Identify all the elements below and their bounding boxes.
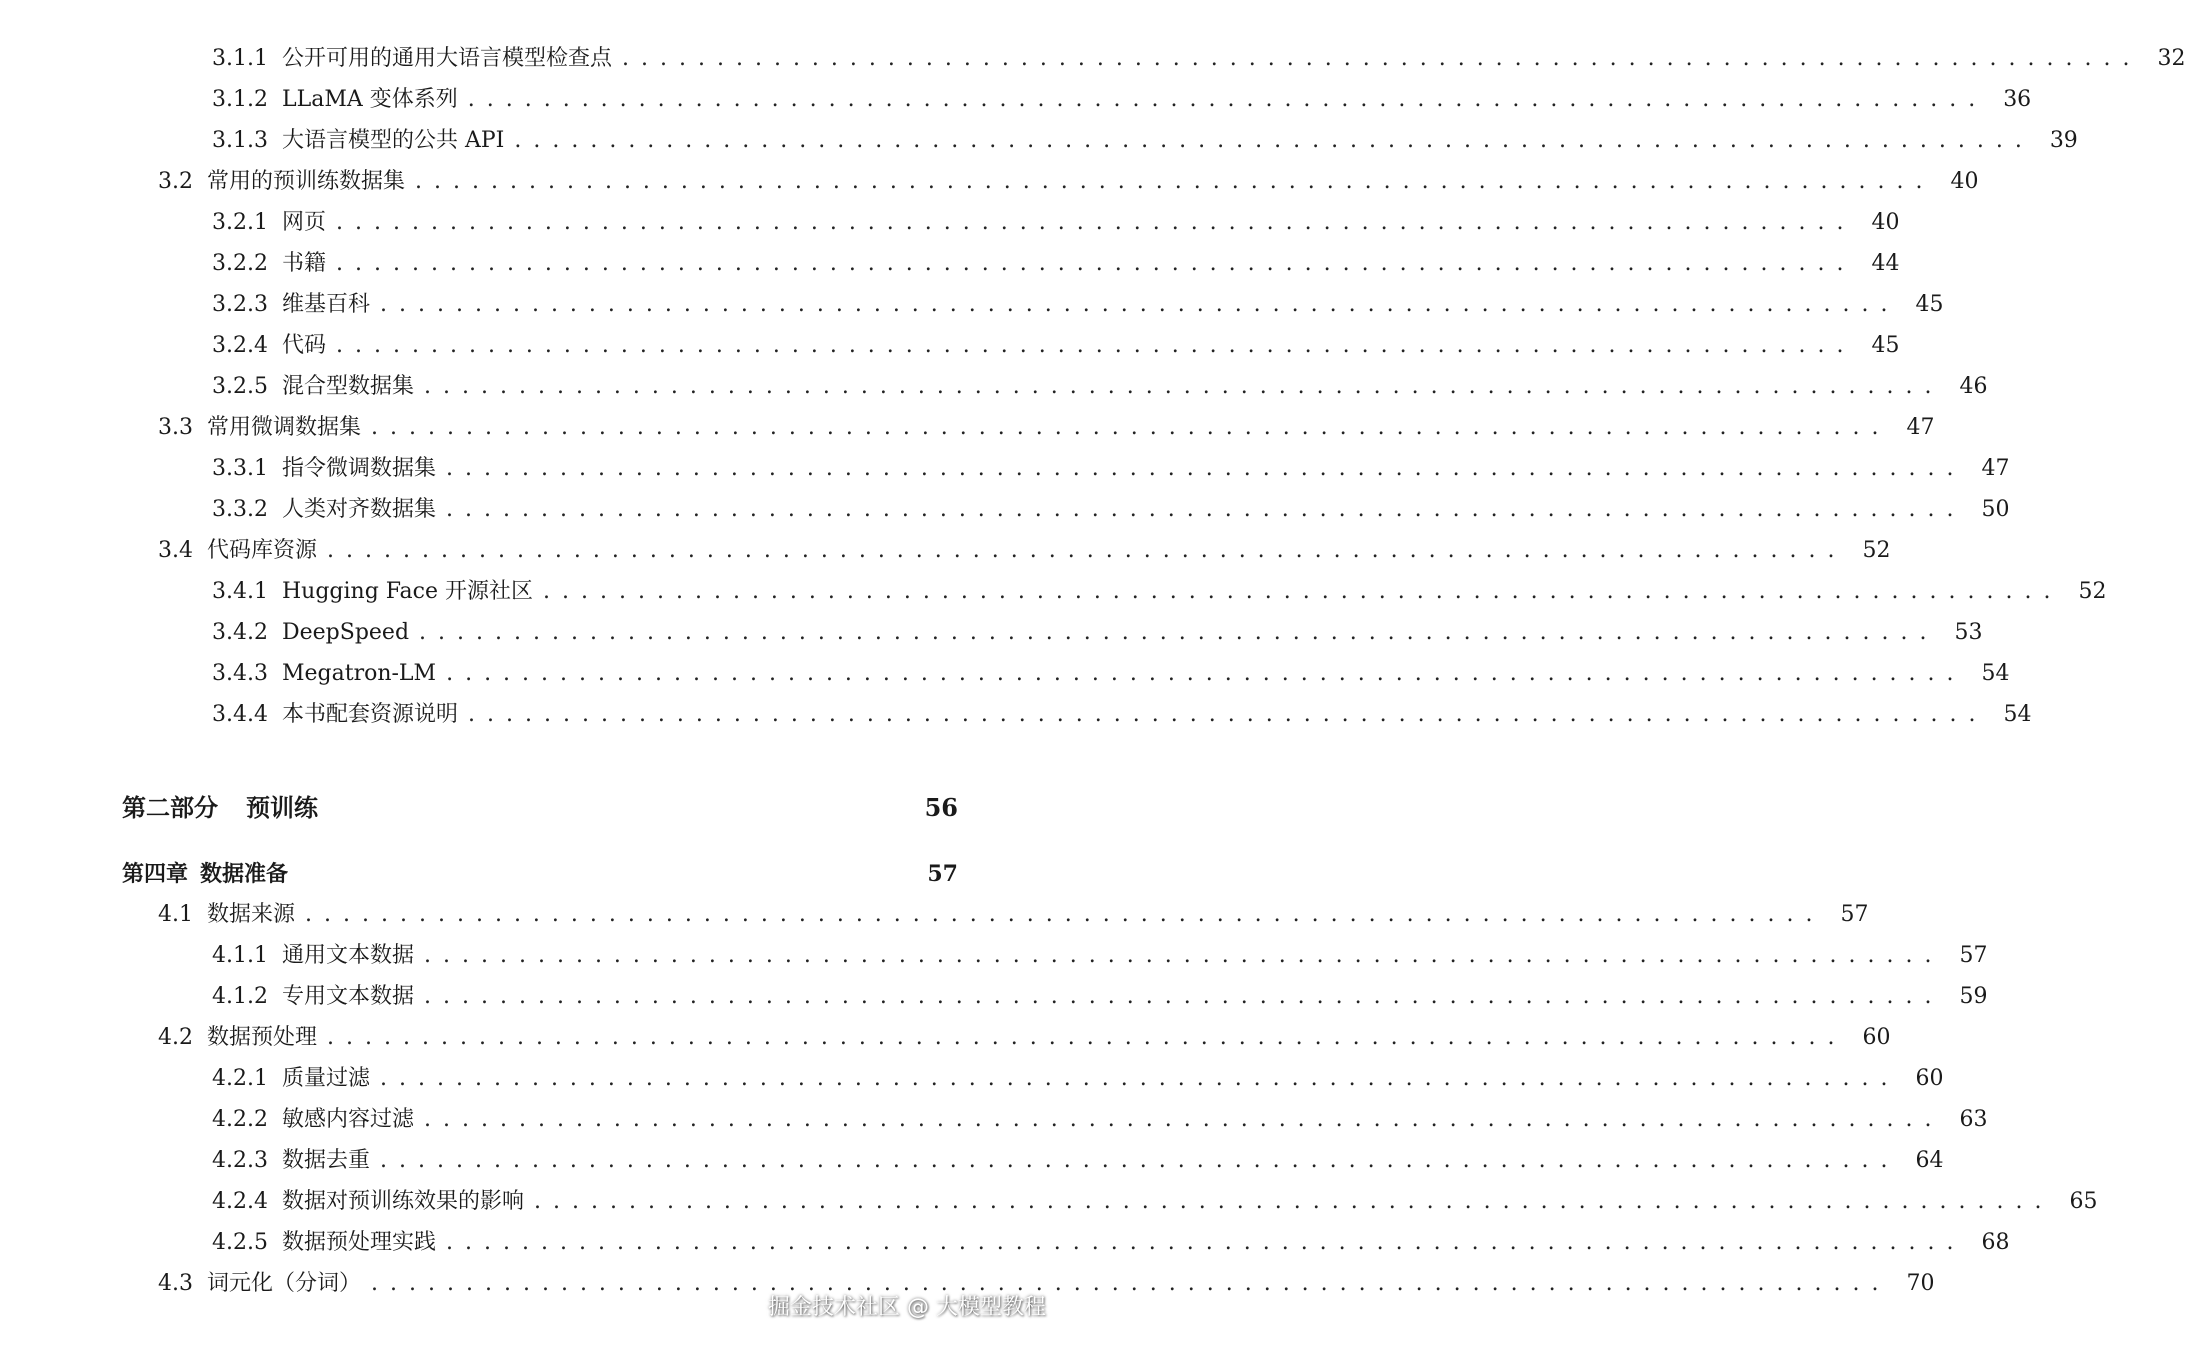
toc-dot-leader: ................................................................................	[446, 661, 1966, 686]
toc-entry-title: 数据预处理	[207, 1025, 318, 1050]
toc-entry-page: 54	[2003, 702, 2032, 727]
toc-entry-page: 46	[1959, 374, 1988, 399]
toc-entry-title: 网页	[281, 210, 326, 235]
toc-entry-number: 3.4.1	[212, 579, 268, 604]
toc-entry-page: 60	[1915, 1066, 1944, 1091]
toc-entry-number: 4.2.1	[212, 1066, 268, 1091]
toc-dot-leader: ................................................................................	[514, 128, 2034, 153]
toc-entry-title: 词元化（分词）	[207, 1271, 362, 1296]
toc-dot-leader: ................................................................................	[424, 984, 1944, 1009]
toc-entry[interactable]	[212, 697, 2032, 733]
toc-entry-title: 敏感内容过滤	[281, 1107, 414, 1132]
toc-entry[interactable]	[212, 979, 1988, 1015]
toc-entry[interactable]	[212, 451, 2010, 487]
toc-entry-page: 50	[1981, 497, 2010, 522]
toc-entry[interactable]	[212, 1143, 1944, 1179]
toc-entry-page: 39	[2049, 128, 2078, 153]
toc-entry-title: LLaMA 变体系列	[281, 87, 458, 112]
toc-dot-leader: ................................................................................	[327, 1025, 1847, 1050]
toc-entry[interactable]	[158, 897, 1869, 933]
toc-entry-title: 大语言模型的公共 API	[281, 128, 505, 153]
toc-entry-number: 3.2.4	[212, 333, 268, 358]
toc-entry-page: 64	[1915, 1148, 1944, 1173]
toc-dot-leader: ................................................................................	[327, 538, 1847, 563]
toc-entry-number: 4.2.4	[212, 1189, 268, 1214]
toc-entry-title: 数据对预训练效果的影响	[281, 1189, 524, 1214]
toc-entry-title: 维基百科	[281, 292, 370, 317]
toc-entry-title: 人类对齐数据集	[281, 497, 436, 522]
toc-entry-page: 57	[1840, 902, 1869, 927]
toc-entry-page: 45	[1871, 333, 1900, 358]
toc-entry[interactable]	[212, 492, 2010, 528]
toc-entry-title: 通用文本数据	[281, 943, 414, 968]
toc-entry-page: 57	[927, 861, 958, 887]
toc-entry-number: 4.1.1	[212, 943, 268, 968]
toc-entry-title: 代码库资源	[207, 538, 318, 563]
toc-entry-number: 3.2.2	[212, 251, 268, 276]
toc-entry[interactable]	[212, 82, 2032, 118]
toc-entry-title: 数据来源	[207, 902, 296, 927]
toc-entry-number: 3.2	[158, 169, 193, 194]
toc-entry[interactable]	[212, 205, 1900, 241]
toc-entry-title: 公开可用的通用大语言模型检查点	[281, 46, 612, 71]
toc-entry[interactable]	[212, 656, 2010, 692]
toc-entry-title: 指令微调数据集	[281, 456, 436, 481]
toc-dot-leader: ................................................................................	[446, 1230, 1966, 1255]
toc-entry-page: 47	[1981, 456, 2010, 481]
toc-entry[interactable]	[122, 790, 958, 826]
toc-dot-leader: ................................................................................	[543, 579, 2063, 604]
toc-entry-title: 数据预处理实践	[281, 1230, 436, 1255]
toc-entry-page: 68	[1981, 1230, 2010, 1255]
toc-dot-leader: ................................................................................	[424, 374, 1944, 399]
toc-dot-leader: ................................................................................	[305, 902, 1825, 927]
toc-entry-title: 常用微调数据集	[207, 415, 362, 440]
toc-entry[interactable]	[158, 533, 1891, 569]
toc-entry[interactable]	[212, 1225, 2010, 1261]
toc-entry-title: DeepSpeed	[281, 620, 410, 645]
toc-entry[interactable]	[212, 938, 1988, 974]
toc-entry-number: 3.3	[158, 415, 193, 440]
toc-entry-page: 65	[2069, 1189, 2098, 1214]
toc-entry-page: 47	[1906, 415, 1935, 440]
toc-entry-number: 3.4	[158, 538, 193, 563]
toc-entry[interactable]	[212, 287, 1944, 323]
toc-dot-leader: ................................................................................	[380, 1066, 1900, 1091]
toc-entry-number: 3.4.4	[212, 702, 268, 727]
toc-entry-number: 第二部分	[122, 793, 218, 822]
toc-dot-leader: ................................................................................	[415, 169, 1935, 194]
toc-entry-number: 4.1.2	[212, 984, 268, 1009]
toc-entry[interactable]	[212, 1184, 2098, 1220]
toc-entry-number: 4.2	[158, 1025, 193, 1050]
toc-entry-number: 4.1	[158, 902, 193, 927]
toc-entry[interactable]	[212, 1102, 1988, 1138]
toc-entry-number: 4.2.5	[212, 1230, 268, 1255]
toc-dot-leader: ................................................................................	[371, 415, 1891, 440]
toc-dot-leader: ................................................................................	[424, 943, 1944, 968]
toc-entry[interactable]	[212, 1061, 1944, 1097]
toc-entry[interactable]	[158, 164, 1979, 200]
toc-entry[interactable]	[212, 615, 1983, 651]
toc-entry-number: 4.2.3	[212, 1148, 268, 1173]
toc-dot-leader: ................................................................................	[380, 292, 1900, 317]
toc-entry-page: 63	[1959, 1107, 1988, 1132]
toc-entry[interactable]	[158, 1020, 1891, 1056]
toc-entry-page: 53	[1954, 620, 1983, 645]
toc-entry-page: 36	[2003, 87, 2032, 112]
toc-entry-number: 3.1.2	[212, 87, 268, 112]
toc-entry[interactable]	[212, 369, 1988, 405]
toc-entry[interactable]	[212, 123, 2078, 159]
toc-dot-leader: ................................................................................	[446, 497, 1966, 522]
toc-dot-leader: ................................................................................	[336, 210, 1856, 235]
watermark: 掘金技术社区 @ 大模型教程	[768, 1295, 1046, 1320]
toc-entry-page: 56	[924, 793, 958, 822]
toc-entry-title: Hugging Face 开源社区	[281, 579, 534, 604]
toc-dot-leader: ................................................................................	[424, 1107, 1944, 1132]
toc-entry[interactable]	[212, 328, 1900, 364]
toc-entry-number: 4.2.2	[212, 1107, 268, 1132]
toc-dot-leader: ................................................................................	[336, 333, 1856, 358]
toc-entry-title: 代码	[281, 333, 326, 358]
toc-dot-leader: ................................................................................	[446, 456, 1966, 481]
toc-entry-number: 3.1.1	[212, 46, 268, 71]
toc-entry-page: 44	[1871, 251, 1900, 276]
toc-entry-page: 52	[2078, 579, 2107, 604]
toc-dot-leader: ................................................................................	[336, 251, 1856, 276]
toc-entry-page: 40	[1950, 169, 1979, 194]
toc-entry-page: 59	[1959, 984, 1988, 1009]
toc-entry[interactable]	[158, 410, 1935, 446]
toc-entry-number: 3.3.2	[212, 497, 268, 522]
toc-entry-title: 混合型数据集	[281, 374, 414, 399]
toc-entry-page: 57	[1959, 943, 1988, 968]
toc-entry[interactable]	[212, 574, 2107, 610]
toc-entry-title: 预训练	[246, 793, 318, 822]
toc-entry-page: 70	[1906, 1271, 1935, 1296]
toc-dot-leader: ................................................................................	[468, 702, 1988, 727]
toc-entry-title: 书籍	[281, 251, 326, 276]
toc-entry[interactable]	[212, 41, 2185, 77]
toc-entry-title: 本书配套资源说明	[281, 702, 458, 727]
toc-entry-page: 60	[1862, 1025, 1891, 1050]
toc-entry-number: 3.2.3	[212, 292, 268, 317]
toc-entry-title: Megatron-LM	[281, 661, 437, 686]
toc-entry-number: 4.3	[158, 1271, 193, 1296]
toc-dot-leader: ................................................................................	[467, 87, 1988, 112]
toc-entry[interactable]	[212, 246, 1900, 282]
toc-dot-leader: ................................................................................	[534, 1189, 2054, 1214]
toc-entry-number: 第四章	[122, 861, 189, 887]
toc-entry[interactable]	[122, 856, 958, 892]
toc-entry-page: 54	[1981, 661, 2010, 686]
toc-entry-number: 3.2.5	[212, 374, 268, 399]
toc-entry-number: 3.2.1	[212, 210, 268, 235]
toc-entry-page: 40	[1871, 210, 1900, 235]
toc-dot-leader: ................................................................................	[419, 620, 1939, 645]
toc-dot-leader: ................................................................................	[380, 1148, 1900, 1173]
toc-entry-page: 52	[1862, 538, 1891, 563]
toc-entry-number: 3.1.3	[212, 128, 268, 153]
toc-entry-title: 质量过滤	[281, 1066, 370, 1091]
toc-entry-title: 数据去重	[281, 1148, 370, 1173]
toc-dot-leader: ................................................................................	[371, 1271, 1891, 1296]
toc-entry-page: 32	[2157, 46, 2185, 71]
toc-entry-number: 3.4.2	[212, 620, 268, 645]
toc-entry-title: 专用文本数据	[281, 984, 414, 1009]
toc-entry-number: 3.4.3	[212, 661, 268, 686]
toc-dot-leader: ................................................................................	[622, 46, 2142, 71]
toc-entry-number: 3.3.1	[212, 456, 268, 481]
toc-entry-page: 45	[1915, 292, 1944, 317]
toc-entry-title: 数据准备	[200, 861, 289, 887]
toc-entry-title: 常用的预训练数据集	[207, 169, 406, 194]
